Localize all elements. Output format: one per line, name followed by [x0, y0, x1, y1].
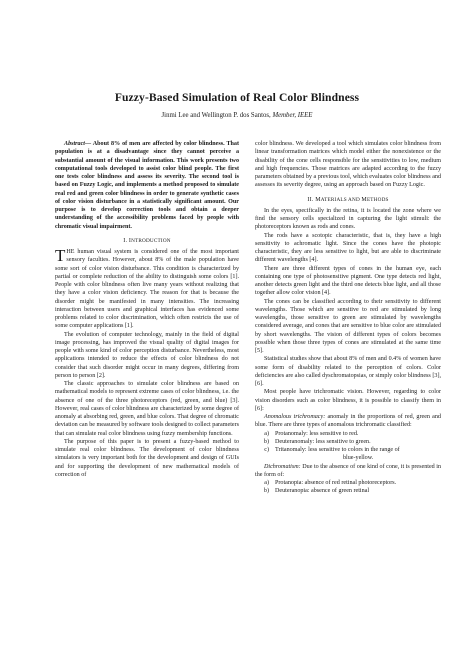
list-marker: b)	[263, 438, 269, 445]
list-text: Tritanomaly: less sensitive to colors in the range of	[275, 447, 400, 453]
list-text: Deuteranopia: absence of green retinal	[275, 488, 370, 495]
list-item	[255, 430, 441, 438]
section-heading-introduction	[55, 237, 239, 245]
section-title-rest: ETHODS	[366, 196, 389, 203]
list-item-continuation	[255, 454, 441, 462]
list-item	[255, 446, 441, 454]
section-title-initial: M	[315, 196, 321, 203]
intro-paragraph-3: The classic approaches to simulate color blindness are based on mathematical models to represent extreme cases of color blindness, i.e. the absence of one of the three photoreceptors (red, green, and blue) [3]. However, real cases of color blindness are characterized by some degree of anomaly at absorbing red, green, and blue colors. That degree of chromatic deviation can be measured by software tools designed to collect parameters that can simulate real color blindness using fuzzy membership functions.	[55, 381, 239, 437]
dichromatism-label: Dichromatism:	[264, 463, 301, 470]
methods-paragraph-6: Most people have trichromatic vision. However, regarding to color vision disorders such as color blindness, it is possible to classify them in [6]:	[255, 389, 441, 412]
drop-cap: T	[55, 246, 66, 265]
list-item	[255, 438, 441, 446]
section-number: II.	[307, 196, 314, 203]
abstract-label: Abstract—	[64, 141, 92, 147]
methods-paragraph-2: The rods have a scotopic characteristic, that is, they have a high sensitivity to achromatic light. Since the cones have the photopic characteristic, they are less sensitive to light, but are able to discriminate different wavelengths [4].	[255, 232, 441, 264]
author-line	[0, 112, 474, 119]
methods-paragraph-3: There are three different types of cones in the human eye, each containing one type of photosensitive pigment. One type detects red light, another detects green light and the third one detects blue light, and all those together allow color vision [4].	[255, 265, 441, 297]
list-item	[255, 487, 441, 495]
list-text: Protanopia: absence of red retinal photoreceptors.	[275, 480, 397, 486]
intro-paragraph-1-text: HE human visual system is considered one of the most important sensory faculties. However, about 8% of the male population have some sort of color vision disturbance. This condition is characterized by partial or complete reduction of the ability to distinguish some colors [1]. People with color blindness often live many years without realizing that they have a color vision deficiency. The reason for that is because the disorder might be manifested in many intensities. The increasing interaction between users and graphical interfaces has evidenced some problems related to color discrimination, which often restricts the use of some computer applications [1].	[55, 249, 239, 330]
list-item	[255, 479, 441, 487]
dichromatism-list	[255, 479, 441, 496]
left-column	[55, 140, 239, 479]
list-text: Deuteranomaly: less sensitive to green.	[275, 438, 371, 445]
list-text: Protanomaly: less sensitive to red.	[275, 430, 359, 437]
section-title-initial: I	[128, 237, 132, 244]
author-names: Jinmi Lee and Wellington P. dos Santos,	[161, 112, 271, 119]
paper-title: Fuzzy-Based Simulation of Real Color Blindness	[114, 91, 360, 104]
list-marker: a)	[264, 430, 269, 437]
anomalous-label: Anomalous trichromacy:	[264, 414, 326, 420]
methods-paragraph-5: Statistical studies show that about 8% of men and 0.4% of women have some form of disability related to the perception of colors. Color deficiencies are also called dyschromatopsias, or simply color blindness [3], [6].	[255, 356, 441, 387]
anomalous-text: anomaly in the proportions of red, green and blue. There are three types of anomalous trichromatic classified:	[255, 414, 441, 429]
list-text: blue-yellow.	[343, 455, 374, 462]
list-marker: c)	[264, 447, 269, 453]
intro-paragraph-2: The evolution of computer technology, mainly in the field of digital image processing, has improved the visual quality of digital images for people with some kind of color perception disturbance. Nevertheless, most applications intended to reduce the effects of color blindness do not consider that such disorder might occur in many degrees, differing from person to person [2].	[55, 331, 239, 379]
list-marker: a)	[264, 480, 269, 486]
section-title-initial: M	[361, 196, 367, 203]
intro-paragraph-4: The purpose of this paper is to present a fuzzy-based method to simulate real color blindness. The development of color blindness simulators is very important both for the development and design of GUIs and for supporting the development of new mathematical models of correction of	[55, 438, 239, 478]
methods-paragraph-4: The cones can be classified according to their sensitivity to different wavelengths. Those which are sensitive to red are stimulated by long wavelengths, those sensitive to green are stimulated by wavelengths considered average, and cones that are sensitive to blue color are stimulated by short wavelengths. The vision of different types of colors becomes possible when those three types of cones are stimulated at the same time [5].	[255, 298, 441, 354]
dichromatism-text: Due to the absence of one kind of cone, it is presented in the form of:	[255, 463, 441, 478]
section-title-rest: ATERIALS AND	[320, 196, 362, 203]
section-number: I.	[123, 237, 128, 244]
intro-paragraph-continued: color blindness. We developed a tool which simulates color blindness from linear transformation matrices which model either the nonexistence or the disability of the cone cells responsible for the sensitivities to low, medium and high frequencies. Those matrices are adapted according to the fuzzy parameters obtained by a previous tool, which evaluates color blindness and assesses its severity degree, using an approach based on Fuzzy Logic.	[255, 141, 441, 189]
section-heading-materials-methods	[255, 196, 441, 204]
anomalous-list	[255, 430, 441, 463]
section-title-rest: NTRODUCTION	[131, 237, 171, 244]
abstract	[55, 140, 239, 231]
intro-paragraph-1	[55, 248, 239, 331]
author-role: Member, IEEE	[272, 112, 313, 119]
abstract-text: About 8% of men are affected by color blindness. That population is at a disadvantage since they cannot perceive a substantial amount of the visual information. This work presents two computational tools developed to assist color blind people. The first one tests color blindness and assess its severity. The second tool is based on Fuzzy Logic, and implements a method proposed to simulate real red and green color blindness in order to generate synthetic cases of color vision disturbance in a statistically significant amount. Our purpose is to develop correction tools and obtain a deeper understanding of the accessibility problems faced by people with chromatic visual impairment.	[55, 141, 239, 230]
list-marker: b)	[263, 488, 269, 495]
right-column	[255, 140, 441, 496]
methods-paragraph-1: In the eyes, specifically in the retina, it is located the zone where we find the sensory cells specialized in capturing the light stimuli: the photoreceptors known as rods and cones.	[255, 207, 441, 231]
dichromatism-paragraph	[255, 463, 441, 480]
anomalous-trichromacy-paragraph	[255, 413, 441, 430]
